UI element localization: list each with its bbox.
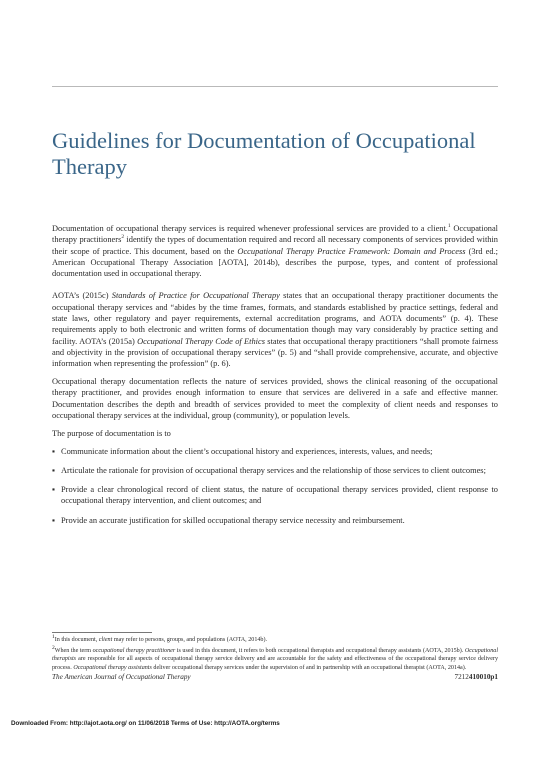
purpose-list: [52, 446, 498, 526]
footnote-term: occupational therapy practitioner: [92, 647, 176, 654]
download-notice: Downloaded From: http://ajot.aota.org/ on 11/06/2018 Terms of Use: http://AOTA.org/terms: [11, 720, 280, 727]
list-item: [52, 446, 498, 457]
footnote-1: [52, 633, 498, 645]
footnote-text: is used in this document, it refers to both occupational therapists and occupational therapy assistants (AOTA, 2015b).: [175, 647, 465, 654]
standards-title: Standards of Practice for Occupational Therapy: [111, 291, 280, 301]
footnote-term: Occupational therapists: [52, 647, 499, 662]
list-item-text: Articulate the rationale for provision of occupational therapy services and the relationship of those services to client outcomes;: [61, 465, 486, 475]
journal-name: The American Journal of Occupational Therapy: [52, 673, 191, 681]
footnote-term: Occupational therapy assistants: [73, 664, 152, 671]
footnote-text: When the term: [54, 647, 93, 654]
page-number-prefix: 7212: [454, 673, 469, 681]
footnote-number: 1: [52, 633, 55, 640]
header-rule: [52, 86, 498, 87]
footnote-2: [52, 644, 499, 673]
intro-paragraph: [52, 223, 498, 279]
standards-text-3: states that occupational therapy practitioners “shall promote fairness and objectivity in the provision of occupational therapy services” (p. 5) and “shall provide comprehensive, accurate, and objective information when representing the profession” (p. 6).: [52, 336, 498, 369]
footnote-number: 2: [52, 644, 55, 651]
list-item: [52, 465, 498, 476]
page-title: Guidelines for Documentation of Occupational Therapy: [52, 128, 476, 179]
footnote-text: deliver occupational therapy services under the supervision of and in partnership with an occupational therapist (AOTA, 2014a).: [151, 664, 467, 671]
footnote-text: may refer to persons, groups, and populations (AOTA, 2014b).: [112, 637, 268, 643]
footnote-ref-2: 2: [121, 234, 125, 241]
list-item-text: Communicate information about the client’s occupational history and experiences, interests, values, and needs;: [61, 446, 433, 456]
footnote-rule: [52, 632, 152, 633]
bullet-icon: ▪: [52, 465, 55, 475]
list-item-text: Provide a clear chronological record of client status, the nature of occupational therapy services provided, client response to occupational therapy intervention, and client outcomes; and: [61, 485, 498, 506]
footnote-ref-1: 1: [447, 223, 451, 230]
purpose-intro: The purpose of documentation is to: [52, 428, 171, 438]
standards-text-2: states that an occupational therapy practitioner documents the occupational therapy services and “abides by the time frames, formats, and standards established by practice settings, federal and state laws, other regulatory and payer requirements, external accreditation programs, and AOTA documents” (p. 4). These requirements apply to both electronic and written forms of documentation though may vary considerably by practice setting and facility. AOTA’s (2015a): [52, 291, 498, 346]
standards-text-1: AOTA’s (2015c): [52, 291, 112, 301]
page-footer: [52, 673, 498, 683]
ethics-title: Occupational Therapy Code of Ethics: [137, 336, 265, 346]
bullet-icon: ▪: [52, 485, 55, 495]
intro-text-2: Occupational therapy practitioners: [52, 224, 498, 245]
intro-text-3: identify the types of documentation required and record all necessary components of services provided within their scope of practice. This document, based on the: [52, 235, 498, 256]
footnote-term: client: [98, 637, 113, 643]
article-body: [52, 223, 498, 534]
framework-title: Occupational Therapy Practice Framework: Domain and Process: [237, 246, 466, 256]
list-item: [52, 484, 498, 507]
page-number: [454, 673, 498, 681]
footnote-text: are responsible for all aspects of occupational therapy service delivery and are accountable for the safety and effectiveness of the occupational therapy service delivery process.: [52, 656, 498, 671]
bullet-icon: ▪: [52, 446, 55, 456]
reasoning-paragraph: Occupational therapy documentation reflects the nature of services provided, shows the clinical reasoning of the occupational therapy practitioner, and provides enough information to ensure that services are delivered in a safe and effective manner. Documentation describes the depth and breadth of services provided to meet the complexity of client needs and responses to occupational therapy services at the individual, group (community), or population levels.: [52, 377, 498, 420]
list-item: [52, 515, 498, 526]
intro-text-1: Documentation of occupational therapy services is required whenever professional services are provided to a client.: [52, 224, 448, 233]
footnote-text: In this document,: [54, 637, 99, 643]
standards-paragraph: [52, 290, 498, 369]
intro-text-4: (3rd ed.; American Occupational Therapy Association [AOTA], 2014b), describes the purpose, types, and content of professional documentation used in occupational therapy.: [52, 246, 498, 279]
bullet-icon: ▪: [52, 515, 55, 525]
list-item-text: Provide an accurate justification for skilled occupational therapy service necessity and reimbursement.: [61, 515, 405, 525]
footnotes: [52, 633, 499, 674]
page-number-suffix: 410010p1: [468, 673, 498, 681]
